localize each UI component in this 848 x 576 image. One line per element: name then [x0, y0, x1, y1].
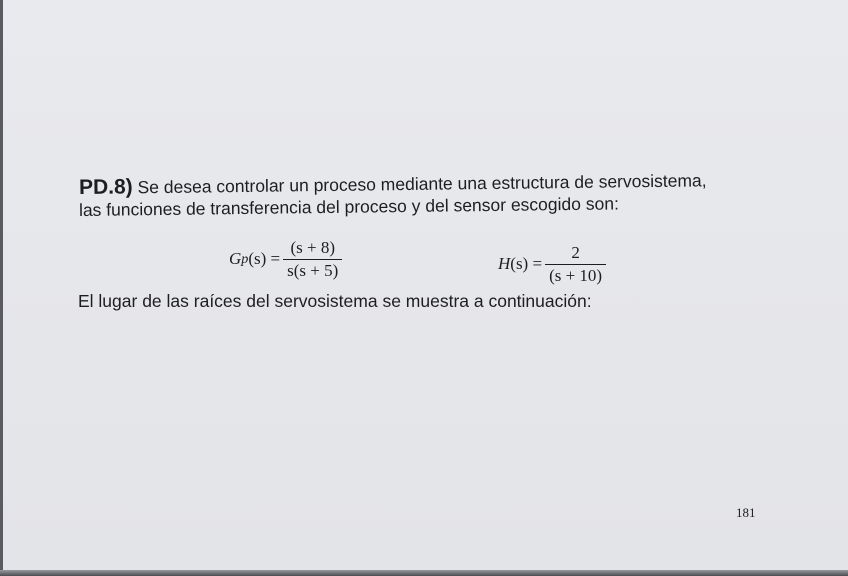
gp-symbol: G — [229, 249, 242, 269]
problem-text-1: Se desea controlar un proceso mediante una estructura de servosistema, — [132, 170, 707, 198]
h-fraction — [545, 243, 606, 285]
problem-label: PD.8) — [78, 175, 133, 199]
page-left-edge — [0, 0, 3, 572]
h-symbol: H — [498, 254, 511, 274]
gp-argument: (s) = — [248, 249, 281, 269]
page-number: 181 — [736, 505, 756, 520]
gp-subscript: p — [241, 250, 249, 267]
h-argument: (s) = — [510, 254, 543, 274]
sensor-transfer-function — [498, 243, 606, 285]
gp-numerator: (s + 8) — [290, 238, 335, 257]
gp-denominator: s(s + 5) — [287, 260, 339, 280]
h-numerator: 2 — [571, 243, 580, 262]
page-bottom-edge — [0, 570, 848, 576]
problem-intro-line-2: las funciones de transferencia del proceso y del sensor escogido son: — [78, 193, 619, 220]
process-transfer-function — [229, 238, 342, 280]
root-locus-intro-line: El lugar de las raíces del servosistema se muestra a continuación: — [78, 291, 592, 311]
gp-fraction — [283, 238, 342, 280]
h-denominator: (s + 10) — [549, 265, 603, 285]
